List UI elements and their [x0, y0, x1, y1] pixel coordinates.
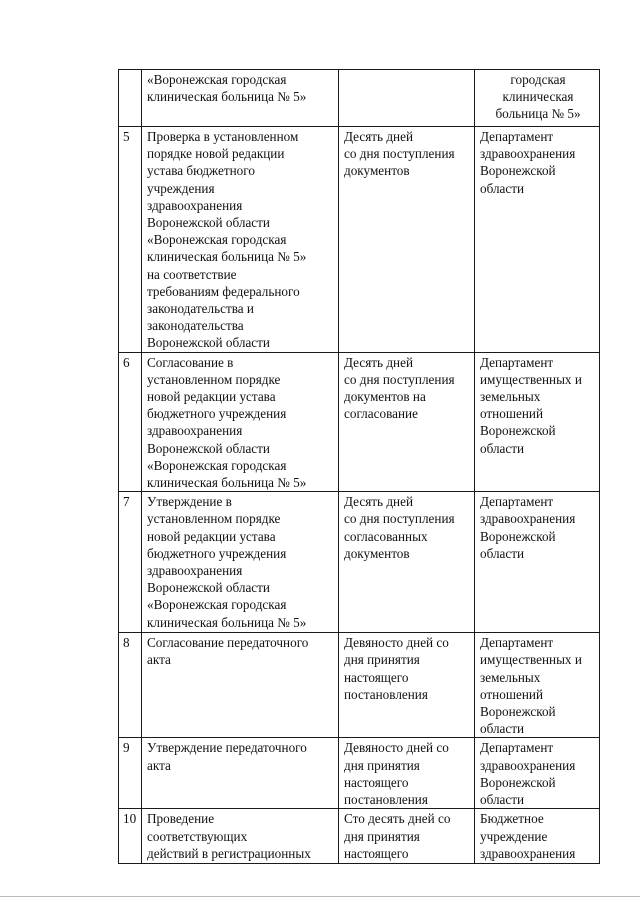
term-cell: Десять дней со дня поступления документов: [339, 127, 475, 353]
term-cell: [339, 70, 475, 127]
table-row: [119, 70, 600, 127]
responsible-cell: Бюджетное учреждение здравоохранения: [475, 809, 600, 864]
responsible-cell: Департамент здравоохранения Воронежской области: [475, 492, 600, 633]
term-cell: Девяносто дней со дня принятия настоящего постановления: [339, 738, 475, 809]
table-row: [119, 127, 600, 353]
row-number: 10: [119, 809, 142, 864]
term-cell: Сто десять дней со дня принятия настоящего: [339, 809, 475, 864]
action-cell: Проверка в установленном порядке новой редакции устава бюджетного учреждения здравоохранения Воронежской области «Воронежская городская клиническая больница № 5» на соответствие требованиям федерального законодательства и законодательства Воронежской области: [142, 127, 339, 353]
row-number: 5: [119, 127, 142, 353]
table-row: [119, 738, 600, 809]
action-cell: Проведение соответствующих действий в регистрационных: [142, 809, 339, 864]
action-cell: Согласование передаточного акта: [142, 633, 339, 738]
responsible-cell: Департамент здравоохранения Воронежской области: [475, 127, 600, 353]
table-row: [119, 809, 600, 864]
table-row: [119, 633, 600, 738]
action-cell: Утверждение передаточного акта: [142, 738, 339, 809]
term-cell: Десять дней со дня поступления документов на согласование: [339, 352, 475, 492]
term-cell: Девяносто дней со дня принятия настоящего постановления: [339, 633, 475, 738]
term-cell: Десять дней со дня поступления согласованных документов: [339, 492, 475, 633]
responsible-cell: Департамент имущественных и земельных отношений Воронежской области: [475, 352, 600, 492]
responsible-cell: Департамент имущественных и земельных отношений Воронежской области: [475, 633, 600, 738]
row-number: [119, 70, 142, 127]
row-number: 9: [119, 738, 142, 809]
table-row: [119, 352, 600, 492]
responsible-cell: городская клиническая больница № 5»: [475, 70, 600, 127]
table-row: [119, 492, 600, 633]
row-number: 7: [119, 492, 142, 633]
page-bottom-rule: [0, 896, 640, 897]
responsible-cell: Департамент здравоохранения Воронежской области: [475, 738, 600, 809]
action-cell: «Воронежская городская клиническая больница № 5»: [142, 70, 339, 127]
measures-table: [118, 69, 600, 864]
row-number: 8: [119, 633, 142, 738]
action-cell: Согласование в установленном порядке новой редакции устава бюджетного учреждения здравоохранения Воронежской области «Воронежская городская клиническая больница № 5»: [142, 352, 339, 492]
action-cell: Утверждение в установленном порядке новой редакции устава бюджетного учреждения здравоохранения Воронежской области «Воронежская городская клиническая больница № 5»: [142, 492, 339, 633]
row-number: 6: [119, 352, 142, 492]
